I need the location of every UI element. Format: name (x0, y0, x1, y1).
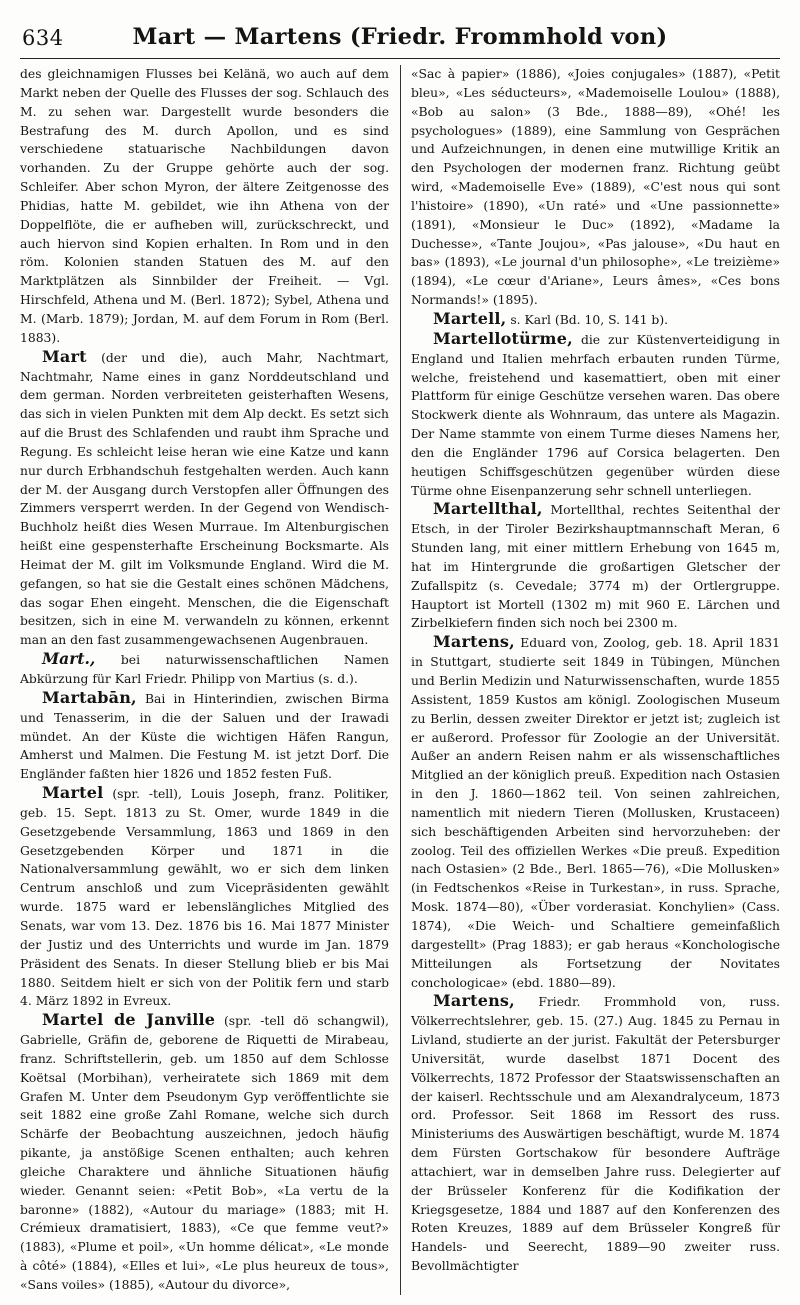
column-divider (400, 65, 401, 1295)
entry-headword: Martel de Janville (42, 1010, 216, 1030)
entry-martell (411, 310, 780, 330)
entry-martens-eduard (411, 633, 780, 992)
entry-text: Friedr. Frommhold von, russ. Völkerrechtslehrer, geb. 15. (27.) Aug. 1845 zu Pernau in Livland, studierte an der jurist. Fakultät der Petersburger Universität, wurde daselbst 1871 Docent des Völkerrechts, 1872 Professor der Staatswissenschaften an der kaiserl. Rechtsschule und am Alexandralyceum, 1873 ord. Professor. Seit 1868 im Ressort des russ. Ministeriums des Auswärtigen beschäftigt, wurde M. 1874 dem Fürsten Gortschakow für besondere Aufträge attachiert, war in demselben Jahre russ. Delegierter auf der Brüsseler Konferenz für die Kodifikation der Kriegsgesetze, 1884 und 1887 auf den Konferenzen des Roten Kreuzes, 1889 auf dem Brüsseler Kongreß für Handels- und Seerecht, 1889—90 zweiter russ. Bevollmächtigter (411, 995, 780, 1274)
entry-mart-abbrev (20, 650, 389, 689)
entry-headword: Martabān, (42, 687, 137, 707)
entry-headword: Mart., (42, 649, 96, 669)
left-column (20, 65, 389, 1295)
text-columns (20, 65, 780, 1295)
entry-headword: Martens, (433, 632, 515, 652)
entry-text: die zur Küstenverteidigung in England und Italien mehrfach erbauten runden Türme, welche, freistehend und kasemattiert, oben mit einer Plattform für einige Geschütze versehen waren. Das obere Stockwerk diente als Wohnraum, das untere als Magazin. Der Name stammte von einem Turme dieses Namens her, den die Engländer 1796 auf Corsica belagerten. Den heutigen Schiffsgeschützen gegenüber würden diese Türme ohne Eisenpanzerung sehr schnell unterliegen. (411, 332, 780, 498)
page-number: 634 (22, 26, 64, 50)
entry-martel-de-janville (20, 1011, 389, 1295)
entry-headword: Martellthal, (433, 499, 543, 519)
entry-text: s. Karl (Bd. 10, S. 141 b). (510, 312, 669, 327)
entry-headword: Martel (42, 783, 104, 803)
entry-text: Mortellthal, rechtes Seitenthal der Etsch, in der Tiroler Bezirkshauptmannschaft Meran, 6 Stunden lang, mit einer mittlern Erhebung von 1645 m, hat im Hintergrunde die großartigen Gletscher der Zufallspitz (s. Cevedale; 3774 m) der Ortlergruppe. Hauptort ist Mortell (1302 m) mit 960 E. Lärchen und Zirbelkiefern finden sich noch bei 2300 m. (411, 503, 780, 631)
page-header (20, 14, 780, 59)
entry-headword: Martellotürme, (433, 328, 573, 348)
entry-mart (20, 348, 389, 651)
entry-martellotuerme (411, 330, 780, 501)
entry-martaban (20, 689, 389, 784)
entry-text: (spr. -tell dö schangwil), Gabrielle, Gräfin de, geborene de Riquetti de Mirabeau, franz. Schriftstellerin, geb. um 1850 auf dem Schlosse Koëtsal (Morbihan), verheiratete sich 1869 mit dem Grafen M. Unter dem Pseudonym Gyp veröffentlichte sie seit 1882 eine große Zahl Romane, welche sich durch Schärfe der Beobachtung auszeichnen, jedoch häufig pikante, ja anstößige Scenen enthalten; auch kehren gleiche Charaktere und ähnliche Situationen häufig wieder. Genannt seien: «Petit Bob», «La vertu de la baronne» (1882), «Autour du mariage» (1883; mit H. Crémieux dramatisiert, 1883), «Ce que femme veut?» (1883), «Plume et poil», «Un homme délicat», «Le monde à côté» (1884), «Elles et lui», «Le plus heureux de tous», «Sans voiles» (1885), «Autour du divorce», (20, 1014, 389, 1292)
entry-text: Bai in Hinterindien, zwischen Birma und Tenasserim, in die der Saluen und der Irawadi mündet. An der Küste die wichtigen Häfen Rangun, Amherst und Malmen. Die Festung M. ist jetzt Dorf. Die Engländer faßten hier 1826 und 1852 festen Fuß. (20, 691, 389, 782)
entry-text: bei naturwissenschaftlichen Namen Abkürzung für Karl Friedr. Philipp von Martius (s. d.). (20, 653, 389, 686)
entry-martel (20, 784, 389, 1011)
entry-headword: Martell, (433, 308, 507, 328)
entry-text: Eduard von, Zoolog, geb. 18. April 1831 in Stuttgart, studierte seit 1849 in Tübingen, München und Berlin Medizin und Naturwissenschaften, wurde 1855 Assistent, 1859 Kustos am königl. Zoologischen Museum zu Berlin, dessen zweiter Direktor er jetzt ist; zugleich ist er außerord. Professor für Zoologie an der Universität. Außer an andern Reisen nahm er als wissenschaftliches Mitglied an der königlich preuß. Expedition nach Ostasien in den J. 1860—1862 teil. Von seinen zahlreichen, namentlich mit niedern Tieren (Mollusken, Krustaceen) sich beschäftigenden Arbeiten sind hervorzuheben: der zoolog. Teil des offiziellen Werkes «Die preuß. Expedition nach Ostasien» (2 Bde., Berl. 1865—76), «Die Mollusken» (in Fedtschenkos «Reise in Turkestan», in russ. Sprache, Mosk. 1874—80), «Über vorderasiat. Konchylien» (Cass. 1874), «Die Weich- und Schaltiere gemeinfaßlich dargestellt» (Prag 1883); er gab heraus «Konchologische Mitteilungen als Fortsetzung der Novitates conchologicae» (ebd. 1880—89). (411, 636, 780, 990)
continued-entry-text: des gleichnamigen Flusses bei Kelänä, wo auch auf dem Markt neben der Quelle des Flusses der sog. Schlauch des M. zu sehen war. Dargestellt wurde besonders die Bestrafung des M. durch Apollon, und es sind verschiedene statuarische Nachbildungen davon vorhanden. Zu der Gruppe gehörte auch der sog. Schleifer. Aber schon Myron, der ältere Zeitgenosse des Phidias, hatte M. gebildet, wie ihn Athena von der Doppelflöte, die er aufheben will, zurückschreckt, und auch hiervon sind Kopien erhalten. In Rom und in den röm. Kolonien standen Statuen des M. auf den Marktplätzen als Sinnbilder der Freiheit. — Vgl. Hirschfeld, Athena und M. (Berl. 1872); Sybel, Athena und M. (Marb. 1879); Jordan, M. auf dem Forum in Rom (Berl. 1883). (20, 67, 389, 345)
entry-martens-friedrich (411, 992, 780, 1276)
entry-headword: Martens, (433, 991, 515, 1011)
entry-martellthal (411, 500, 780, 633)
entry-text: (der und die), auch Mahr, Nachtmart, Nachtmahr, Name eines in ganz Norddeutschland und dem german. Norden verbreiteten geisterhaften Wesens, das sich in vielen Punkten mit dem Alp deckt. Es setzt sich auf die Brust des Schlafenden und raubt ihm Sprache und Regung. Es schleicht leise heran wie eine Katze und kann nur durch Erbhandschuh festgehalten werden. Auch kann der M. der Ausgang durch Verstopfen aller Öffnungen des Zimmers versperrt werden. In der Gegend von Wendisch-Buchholz heißt dies Wesen Murraue. Im Altenburgischen heißt eine gespensterhafte Erscheinung Bocksmarte. Als Heimat der M. gilt im Volksmunde England. Wird die M. gefangen, so hat sie die Gestalt eines schönen Mädchens, das sogar Ehen eingeht. Menschen, die die Eigenschaft besitzen, sich in eine M. verwandeln zu können, erkennt man an den fast zusammengewachsenen Augenbrauen. (20, 350, 389, 648)
right-column (411, 65, 780, 1276)
continued-entry-text: «Sac à papier» (1886), «Joies conjugales» (1887), «Petit bleu», «Les séducteurs», «Mademoiselle Loulou» (1888), «Bob au salon» (3 Bde., 1888—89), «Ohé! les psychologues» (1889), eine Sammlung von Gesprächen und Aufzeichnungen, in denen eine mutwillige Kritik an den Psychologen der modernen franz. Richtung geübt wird, «Mademoiselle Eve» (1889), «C'est nous qui sont l'histoire» (1890), «Un raté» und «Une passionnette» (1891), «Monsieur le Duc» (1892), «Madame la Duchesse», «Tante Joujou», «Pas jalouse», «Du haut en bas» (1893), «Le journal d'un philosophe», «Le treizième» (1894), «Le cœur d'Ariane», Leurs âmes», «Ces bons Normands!» (1895). (411, 67, 780, 308)
running-head: Mart — Martens (Friedr. Frommhold von) (132, 24, 668, 50)
entry-headword: Mart (42, 346, 87, 366)
entry-text: (spr. -tell), Louis Joseph, franz. Politiker, geb. 15. Sept. 1813 zu St. Omer, wurde 1849 in die Gesetzgebende Versammlung, 1863 und 1869 in den Gesetzgebenden Körper und 1871 in die Nationalversammlung gewählt, wo er sich dem linken Centrum anschloß und zum Vicepräsidenten gewählt wurde. 1875 ward er lebenslängliches Mitglied des Senats, war vom 13. Dez. 1876 bis 16. Mai 1877 Minister der Justiz und des Unterrichts und wurde im Jan. 1879 Präsident des Senats. In dieser Stellung blieb er bis Mai 1880. Seitdem hielt er sich von der Politik fern und starb 4. März 1892 in Evreux. (20, 787, 389, 1009)
